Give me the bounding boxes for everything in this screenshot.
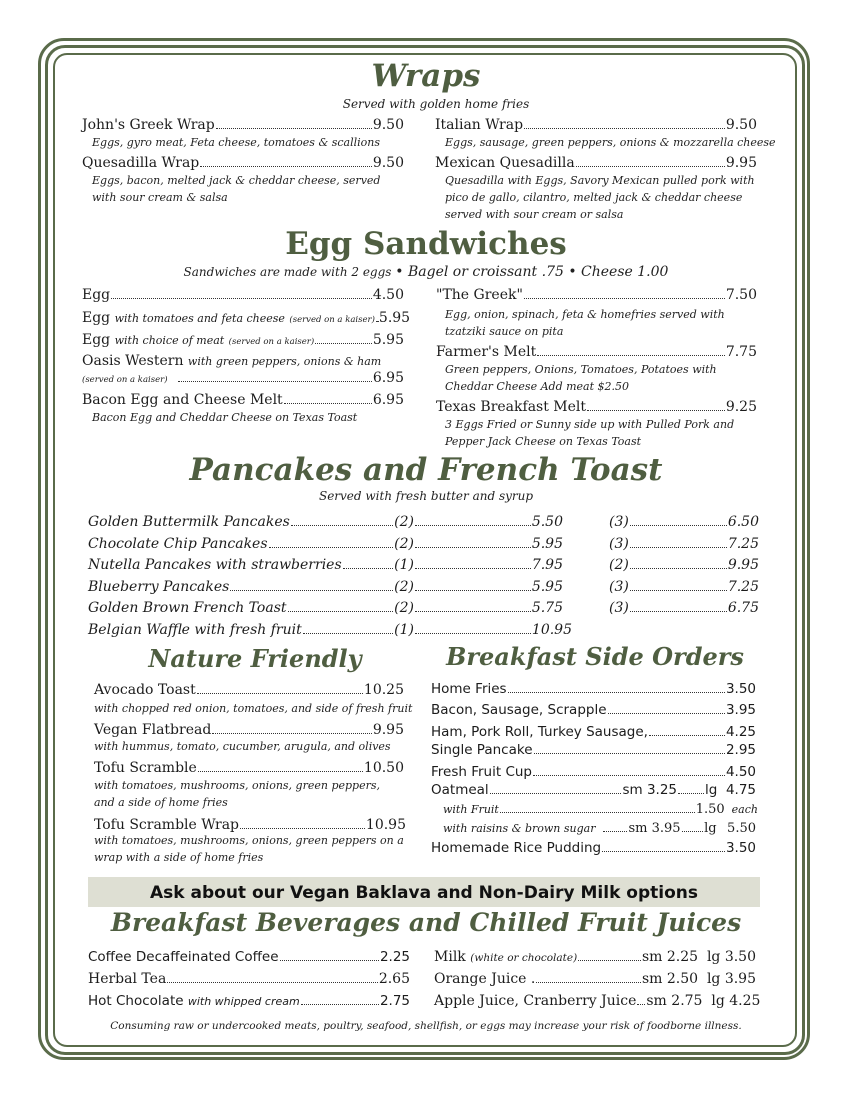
item-name: Herbal Tea xyxy=(88,971,167,987)
item-price: 2.95 xyxy=(725,742,756,758)
item-desc: Green peppers, Onions, Tomatoes, Potatoes with Cheddar Cheese Add meat $2.50 xyxy=(445,363,717,393)
menu-item xyxy=(82,310,411,329)
pancake-row-segment xyxy=(609,514,759,531)
item-name: John's Greek Wrap xyxy=(82,117,215,133)
dot-leader xyxy=(269,547,394,548)
menu-item xyxy=(435,155,757,172)
menu-item xyxy=(436,399,757,416)
menu-item xyxy=(443,820,756,837)
menu-item xyxy=(94,760,404,777)
menu-item xyxy=(443,801,758,818)
sides-title: Breakfast Side Orders xyxy=(446,642,744,671)
item-name-text: Egg xyxy=(82,310,111,326)
item-name xyxy=(82,332,314,351)
item-name: Oasis Western xyxy=(82,353,184,369)
pancake-row-segment xyxy=(609,557,759,574)
item-name xyxy=(434,949,577,967)
menu-item xyxy=(82,287,404,304)
item-name: Bacon Egg and Cheese Melt xyxy=(82,392,283,408)
foodborne-illness-disclaimer: Consuming raw or undercooked meats, poultry, seafood, shellfish, or eggs may increase your risk of foodborne illness. xyxy=(110,1020,742,1032)
dot-leader xyxy=(415,611,531,612)
item-name: with Fruit xyxy=(443,803,499,816)
item-price: 5.95 xyxy=(378,310,411,326)
item-price: 7.25 xyxy=(727,536,759,552)
item-price-small: sm 2.50 xyxy=(641,971,699,987)
item-price-small: sm 2.25 xyxy=(641,949,699,965)
item-quantity: (3) xyxy=(609,600,629,616)
egg-title: Egg Sandwiches xyxy=(285,226,567,262)
vegan-options-banner: Ask about our Vegan Baklava and Non-Dairy Milk options xyxy=(88,877,760,907)
pancake-row-segment xyxy=(88,579,414,596)
item-quantity: (1) xyxy=(394,622,414,638)
dot-leader xyxy=(230,590,393,591)
item-note: (white or chocolate) xyxy=(470,952,578,964)
item-name: Coffee Decaffeinated Coffee xyxy=(88,949,279,965)
item-desc: Eggs, sausage, green peppers, onions & mozzarella cheese xyxy=(445,136,776,149)
item-price: 9.95 xyxy=(727,557,759,573)
item-price: 7.95 xyxy=(531,557,563,573)
item-price: 9.50 xyxy=(725,117,757,133)
menu-item xyxy=(431,764,756,781)
egg-subtitle-text: Sandwiches are made with 2 eggs xyxy=(183,265,392,279)
pancake-row-segment xyxy=(609,600,759,617)
item-price-small: sm 3.95 xyxy=(628,821,681,836)
item-quantity: (2) xyxy=(609,557,629,573)
item-name: Chocolate Chip Pancakes xyxy=(88,536,268,552)
menu-item xyxy=(88,993,410,1010)
menu-item xyxy=(431,702,756,719)
pancake-row-segment xyxy=(414,514,563,531)
item-price: 6.75 xyxy=(727,600,759,616)
item-name: Belgian Waffle with fresh fruit xyxy=(88,622,302,638)
item-desc: Eggs, gyro meat, Feta cheese, tomatoes & scallions xyxy=(92,136,381,149)
item-name xyxy=(82,310,375,329)
item-name: Ham, Pork Roll, Turkey Sausage, xyxy=(431,724,648,740)
item-price: 9.50 xyxy=(372,155,404,171)
menu-item xyxy=(88,971,410,988)
item-desc: Egg, onion, spinach, feta & homefries served with tzatziki sauce on pita xyxy=(445,308,725,338)
pancake-row-segment xyxy=(609,536,759,553)
menu-item xyxy=(434,949,756,967)
item-price: 1.50 xyxy=(695,802,725,817)
item-name: Blueberry Pancakes xyxy=(88,579,230,595)
item-price: 5.95 xyxy=(531,536,563,552)
item-name: Italian Wrap xyxy=(435,117,524,133)
dot-leader xyxy=(303,633,393,634)
item-price: 9.95 xyxy=(725,155,757,171)
item-desc: 3 Eggs Fried or Sunny side up with Pulled Pork and Pepper Jack Cheese on Texas Toast xyxy=(445,418,735,448)
item-name: Mexican Quesadilla xyxy=(435,155,575,171)
item-price: 2.65 xyxy=(378,971,410,987)
pancake-row-segment xyxy=(414,557,563,574)
item-small-note: (served on a kaiser) xyxy=(82,375,168,385)
item-name: Orange Juice . xyxy=(434,971,536,987)
item-name: Nutella Pancakes with strawberries xyxy=(88,557,342,573)
menu-item xyxy=(82,155,404,172)
item-quantity: (2) xyxy=(394,536,414,552)
dot-leader xyxy=(415,547,531,548)
item-name: Texas Breakfast Melt xyxy=(436,399,587,415)
item-price: 3.50 xyxy=(725,681,756,697)
item-name-text: Hot Chocolate xyxy=(88,993,184,1009)
item-small-note: (served on a kaiser) xyxy=(228,337,315,347)
pancake-row-segment xyxy=(414,622,572,639)
dot-leader xyxy=(630,568,727,569)
item-price-small: sm 2.75 xyxy=(646,993,703,1009)
item-price: 6.50 xyxy=(727,514,759,530)
item-small-note: (served on a kaiser) xyxy=(289,315,375,325)
dot-leader xyxy=(630,525,727,526)
item-price: 2.75 xyxy=(379,993,410,1009)
menu-item xyxy=(434,993,761,1010)
pancake-row-segment xyxy=(88,514,414,531)
dot-leader xyxy=(415,633,531,634)
pancake-row-segment xyxy=(414,600,563,617)
dot-leader xyxy=(415,525,531,526)
item-price: 10.50 xyxy=(363,760,404,776)
nature-title: Nature Friendly xyxy=(148,644,362,673)
egg-subtitle xyxy=(56,264,796,280)
menu-item-line2 xyxy=(82,370,404,389)
item-price: 7.50 xyxy=(725,287,757,303)
item-name: Homemade Rice Pudding xyxy=(431,840,602,856)
item-price: 10.25 xyxy=(363,682,404,698)
item-name: "The Greek" xyxy=(436,287,523,303)
menu-item xyxy=(94,722,404,739)
item-price: 5.95 xyxy=(372,332,404,348)
item-name: Oatmeal xyxy=(431,782,489,798)
item-quantity: (3) xyxy=(609,579,629,595)
item-note: with whipped cream xyxy=(187,995,300,1008)
dot-leader xyxy=(415,590,531,591)
egg-subtitle-extra: • Bagel or croissant .75 • Cheese 1.00 xyxy=(395,264,669,280)
item-note: with tomatoes and feta cheese xyxy=(114,312,285,325)
item-price: 10.95 xyxy=(531,622,572,638)
item-price: 5.50 xyxy=(531,514,563,530)
dot-leader xyxy=(343,568,394,569)
menu-item-line1 xyxy=(82,353,404,370)
item-price: 4.50 xyxy=(372,287,404,303)
menu-item xyxy=(431,742,756,759)
item-name: Avocado Toast xyxy=(94,682,196,698)
menu-item xyxy=(435,117,757,134)
pancake-row-segment xyxy=(88,536,414,553)
item-quantity: (3) xyxy=(609,514,629,530)
dot-leader xyxy=(630,590,727,591)
pancake-row-segment xyxy=(414,579,563,596)
pancakes-title: Pancakes and French Toast xyxy=(189,452,663,488)
item-name: Vegan Flatbread xyxy=(94,722,212,738)
item-desc: with tomatoes, mushrooms, onions, green peppers on a wrap with a side of home fries xyxy=(94,834,404,864)
item-quantity: (2) xyxy=(394,514,414,530)
menu-item xyxy=(88,949,410,966)
menu-item xyxy=(436,287,757,304)
item-price-large: lg 4.25 xyxy=(711,993,761,1009)
pancake-row-segment xyxy=(414,536,563,553)
item-price: 4.25 xyxy=(725,724,756,740)
item-desc: with chopped red onion, tomatoes, and side of fresh fruit xyxy=(94,702,413,715)
item-name: Egg xyxy=(82,287,111,303)
wraps-subtitle: Served with golden home fries xyxy=(342,97,530,111)
item-name-text: Egg xyxy=(82,332,111,348)
item-price-large: lg 3.50 xyxy=(706,949,756,965)
item-price-small: sm 3.25 xyxy=(622,782,678,798)
item-price: 4.50 xyxy=(725,764,756,780)
dot-leader xyxy=(415,568,531,569)
pancake-row-segment xyxy=(88,557,414,574)
item-name: Home Fries xyxy=(431,681,507,697)
item-desc: Bacon Egg and Cheddar Cheese on Texas Toast xyxy=(92,411,358,424)
item-name: Fresh Fruit Cup xyxy=(431,764,532,780)
item-price: 9.95 xyxy=(372,722,404,738)
pancakes-subtitle: Served with fresh butter and syrup xyxy=(318,489,534,503)
item-price-large: lg 3.95 xyxy=(706,971,756,987)
item-name: Tofu Scramble xyxy=(94,760,197,776)
item-name: Quesadilla Wrap xyxy=(82,155,200,171)
pancake-row-segment xyxy=(88,622,414,639)
item-price: 3.50 xyxy=(725,840,756,856)
item-quantity: (2) xyxy=(394,600,414,616)
item-name xyxy=(88,993,300,1010)
item-price: 5.75 xyxy=(531,600,563,616)
item-price: 6.95 xyxy=(372,392,404,408)
menu-item xyxy=(82,117,404,134)
menu-item xyxy=(431,840,756,857)
item-name: Apple Juice, Cranberry Juice xyxy=(434,993,637,1009)
item-desc: with tomatoes, mushrooms, onions, green peppers, and a side of home fries xyxy=(94,779,380,809)
item-name: Golden Buttermilk Pancakes xyxy=(88,514,290,530)
item-name: Farmer's Melt xyxy=(436,344,537,360)
menu-item xyxy=(434,971,756,988)
menu-item xyxy=(82,392,404,409)
item-price: 7.75 xyxy=(725,344,757,360)
item-note: with choice of meat xyxy=(114,334,225,347)
item-price: 6.95 xyxy=(372,370,404,386)
beverages-title: Breakfast Beverages and Chilled Fruit Juices xyxy=(110,908,742,937)
dot-leader xyxy=(291,525,393,526)
menu-item xyxy=(431,724,756,741)
wraps-title: Wraps xyxy=(371,58,481,94)
pancake-row-segment xyxy=(609,579,759,596)
dot-leader xyxy=(630,547,727,548)
item-desc: with hummus, tomato, cucumber, arugula, and olives xyxy=(94,740,391,753)
dot-leader xyxy=(630,611,727,612)
item-note: with green peppers, onions & ham xyxy=(187,355,382,368)
item-name: Tofu Scramble Wrap xyxy=(94,817,240,833)
item-price: 9.50 xyxy=(372,117,404,133)
item-price: 10.95 xyxy=(365,817,406,833)
item-quantity: (2) xyxy=(394,579,414,595)
dot-leader xyxy=(288,611,394,612)
item-size-large: lg xyxy=(704,821,717,836)
item-desc: Eggs, bacon, melted jack & cheddar cheese, served with sour cream & salsa xyxy=(92,174,381,204)
item-price: 5.95 xyxy=(531,579,563,595)
menu-item xyxy=(431,681,756,698)
item-price: 9.25 xyxy=(725,399,757,415)
item-desc: Quesadilla with Eggs, Savory Mexican pulled pork with pico de gallo, cilantro, melted jack & cheddar cheese served with sour cream or salsa xyxy=(445,174,755,221)
item-price-large: 4.75 xyxy=(725,782,756,798)
item-name: Bacon, Sausage, Scrapple xyxy=(431,702,607,718)
menu-item xyxy=(94,682,404,699)
menu-item xyxy=(431,782,756,799)
menu-item xyxy=(82,332,404,351)
item-price-large: 5.50 xyxy=(727,821,756,836)
item-price: 3.95 xyxy=(725,702,756,718)
item-name: with raisins & brown sugar xyxy=(443,822,596,835)
item-price: 2.25 xyxy=(379,949,410,965)
item-name-text: Milk xyxy=(434,949,466,965)
item-size-large: lg xyxy=(705,782,718,798)
pancake-row-segment xyxy=(88,600,414,617)
item-name: Single Pancake xyxy=(431,742,533,758)
item-name: Golden Brown French Toast xyxy=(88,600,287,616)
item-quantity: (1) xyxy=(394,557,414,573)
item-each-note: each xyxy=(731,803,758,816)
item-price: 7.25 xyxy=(727,579,759,595)
item-quantity: (3) xyxy=(609,536,629,552)
menu-item xyxy=(436,344,757,361)
